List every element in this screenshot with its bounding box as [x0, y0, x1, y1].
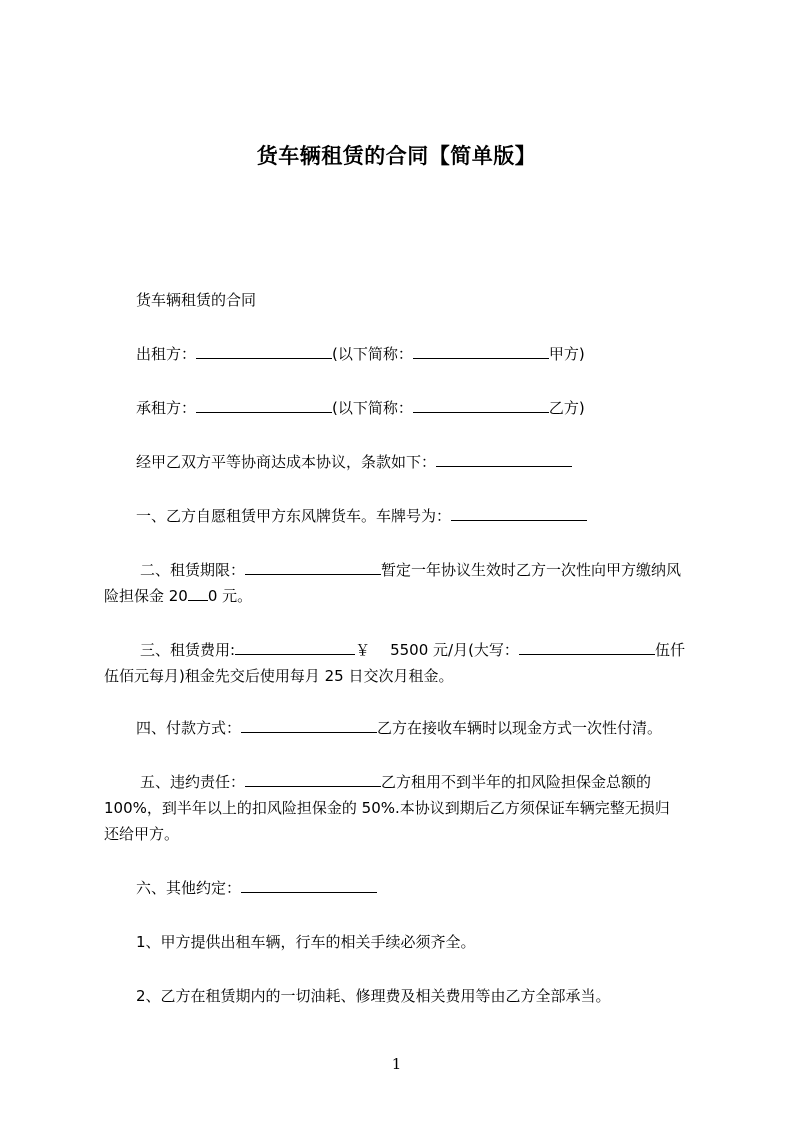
- clause-3-label: 三、租赁费用:: [140, 641, 236, 659]
- page-number: 1: [391, 1055, 402, 1073]
- clause-2-cont-b: 0 元。: [207, 587, 253, 605]
- document-title: 货车辆租赁的合同【简单版】: [256, 144, 537, 168]
- clause-5-continuation-1: 100%，到半年以上的扣风险担保金的 50%.本协议到期后乙方须保证车辆完整无损归: [104, 799, 670, 817]
- clause-5-text: 乙方租用不到半年的扣风险担保金总额的: [381, 773, 652, 791]
- plate-number-blank: [451, 506, 587, 521]
- rent-amount-cn: 伍仟: [654, 641, 685, 659]
- other-item-2: 2、乙方在租赁期内的一切油耗、修理费及相关费用等由乙方全部承当。: [136, 987, 611, 1005]
- lessor-line: [136, 344, 585, 364]
- clause-6-label: 六、其他约定：: [136, 879, 242, 897]
- lessor-abbr-blank: [413, 344, 549, 359]
- lessor-abbr-label: (以下简称：: [332, 345, 413, 363]
- lessor-label: 出租方：: [136, 345, 197, 363]
- other-terms-blank: [241, 878, 377, 893]
- lessor-name-blank: [196, 344, 332, 359]
- clause-2-continuation: [104, 586, 252, 606]
- contract-subtitle: 货车辆租赁的合同: [136, 291, 257, 309]
- currency-symbol: ￥: [355, 641, 371, 659]
- clause-2-text: 暂定一年协议生效时乙方一次性向甲方缴纳风: [381, 561, 682, 579]
- clause-5-continuation-2: 还给甲方。: [104, 825, 180, 843]
- deposit-blank: [188, 586, 208, 601]
- clause-5: [140, 772, 651, 792]
- payment-method-blank: [241, 718, 377, 733]
- lessee-party: 乙方): [548, 399, 585, 417]
- rent-blank: [235, 640, 355, 655]
- intro-blank: [436, 452, 572, 467]
- clause-1-text: 一、乙方自愿租赁甲方东风牌货车。车牌号为：: [136, 507, 452, 525]
- clause-3: [140, 640, 685, 660]
- clause-6: [136, 878, 377, 898]
- lessee-line: [136, 398, 585, 418]
- lessee-abbr-blank: [413, 398, 549, 413]
- clause-4-text: 乙方在接收车辆时以现金方式一次性付清。: [377, 719, 663, 737]
- lessee-name-blank: [196, 398, 332, 413]
- clause-4-label: 四、付款方式：: [136, 719, 242, 737]
- clause-2: [140, 560, 681, 580]
- clause-5-label: 五、违约责任：: [140, 773, 246, 791]
- clause-4: [136, 718, 662, 738]
- clause-2-cont-a: 险担保金 20: [104, 587, 188, 605]
- rent-amount: 5500 元/月(大写：: [390, 641, 519, 659]
- lessor-party: 甲方): [548, 345, 585, 363]
- clause-1: [136, 506, 587, 526]
- other-item-1: 1、甲方提供出租车辆，行车的相关手续必须齐全。: [136, 933, 476, 951]
- lease-term-blank: [245, 560, 381, 575]
- intro-line: [136, 452, 572, 472]
- clause-2-label: 二、租赁期限：: [140, 561, 246, 579]
- clause-3-continuation: 伍佰元每月)租金先交后使用每月 25 日交次月租金。: [104, 667, 454, 685]
- intro-text: 经甲乙双方平等协商达成本协议，条款如下：: [136, 453, 437, 471]
- liability-blank: [245, 772, 381, 787]
- lessee-label: 承租方：: [136, 399, 197, 417]
- rent-amount-cn-blank: [519, 640, 655, 655]
- lessee-abbr-label: (以下简称：: [332, 399, 413, 417]
